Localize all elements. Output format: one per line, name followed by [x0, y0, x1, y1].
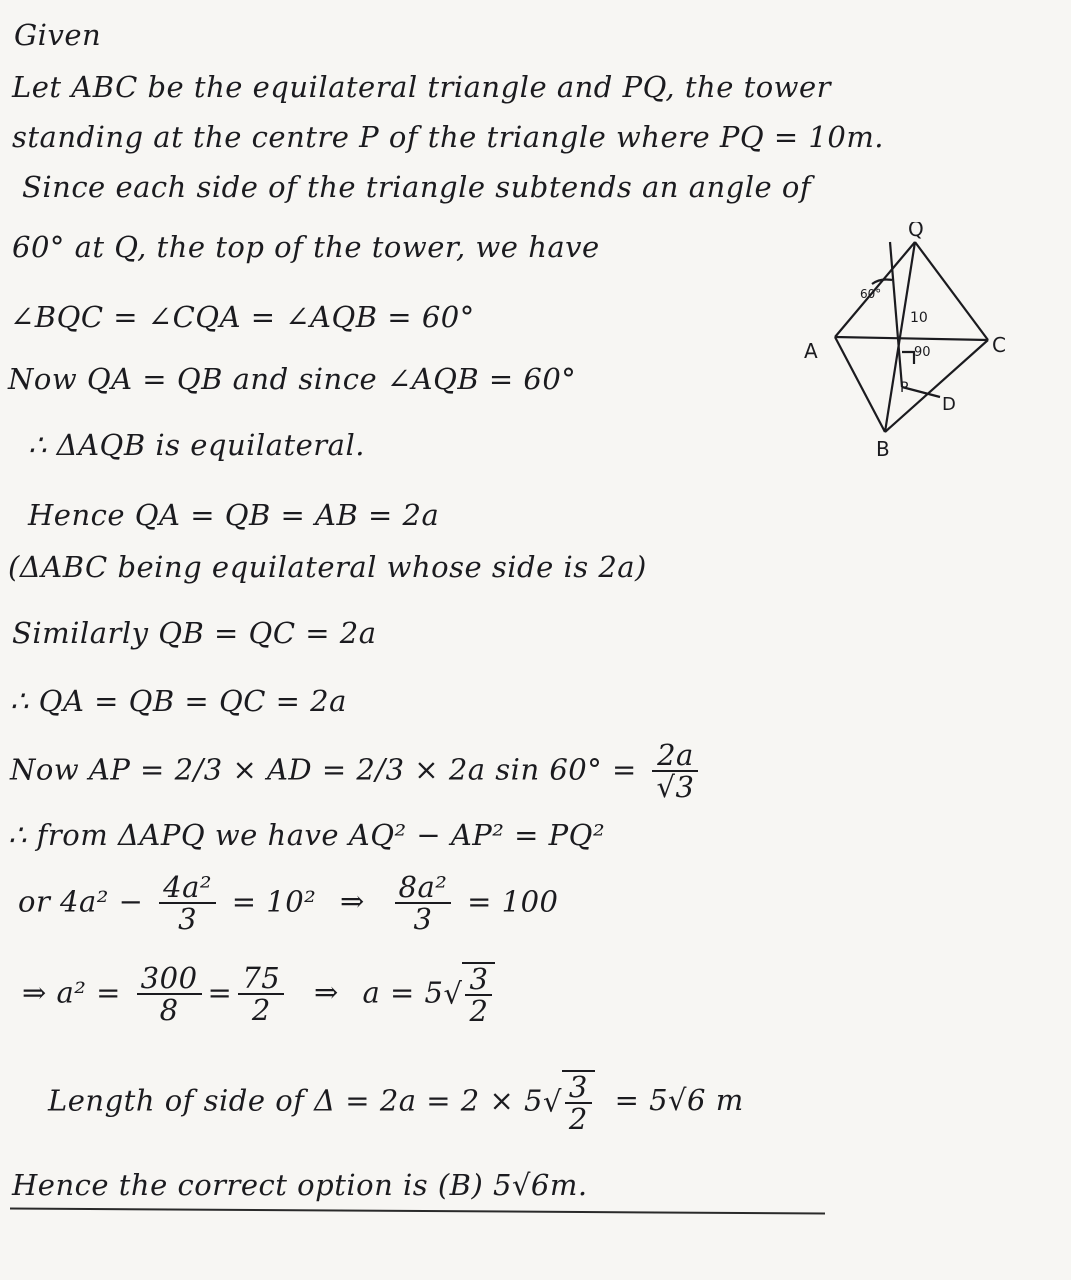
- label-d: D: [942, 394, 956, 415]
- solve1-text-a: or 4a² −: [18, 884, 154, 919]
- solve1-den2: 3: [413, 902, 433, 937]
- solve2-fraction-2: [238, 963, 284, 1026]
- label-c: C: [992, 333, 1006, 357]
- solve2-rnum: 3: [465, 964, 492, 996]
- text-line-11: ∴ QA = QB = QC = 2a: [10, 684, 347, 718]
- solve1-num1: 4a²: [159, 872, 216, 904]
- solve1-arrow: ⇒: [340, 884, 365, 919]
- ap-frac-1: 2/3: [174, 752, 223, 787]
- ap-text-c: × AD =: [222, 752, 357, 787]
- len-rden: 2: [568, 1102, 588, 1137]
- label-p: P: [900, 380, 909, 396]
- apq-equation: ∴ from ΔAPQ we have AQ² − AP² = PQ²: [8, 818, 606, 852]
- solve1-fraction-1: [159, 872, 216, 935]
- angle-60-label: 60°: [860, 287, 882, 301]
- len-radical-fraction: [565, 1072, 592, 1135]
- label-a: A: [804, 339, 818, 363]
- len-text-a: Length of side of Δ = 2a = 2 × 5: [48, 1083, 543, 1118]
- solve2-den2: 2: [251, 993, 271, 1028]
- edge-a-b: [835, 337, 885, 432]
- len-text-b: = 5√6 m: [614, 1083, 744, 1118]
- text-line-6: Now QA = QB and since ∠AQB = 60°: [8, 362, 577, 396]
- label-q: Q: [908, 222, 924, 241]
- ap-equation: [10, 740, 704, 803]
- ap-result-fraction: [652, 740, 698, 803]
- heading-given: Given: [14, 18, 102, 52]
- solve2-radical-fraction: [465, 964, 492, 1027]
- final-answer: Hence the correct option is (B) 5√6m.: [12, 1168, 588, 1202]
- solve2-num2: 75: [238, 963, 284, 995]
- side-length-equation: [48, 1070, 744, 1135]
- solve1-text-c: = 100: [467, 884, 559, 919]
- solve2-rden: 2: [469, 994, 489, 1029]
- solve1-fraction-2: [395, 872, 452, 935]
- text-line-4: 60° at Q, the top of the tower, we have: [12, 230, 600, 264]
- solve2-text-c: a = 5: [362, 975, 444, 1010]
- tower-triangle-figure: [790, 222, 1020, 462]
- solve-step-2: [22, 962, 495, 1027]
- right-angle-90-label: 90: [914, 345, 931, 360]
- solve2-arrow: ⇒: [313, 975, 339, 1010]
- ap-result-den: √3: [656, 770, 695, 805]
- text-line-3: Since each side of the triangle subtends an angle of: [22, 170, 812, 204]
- solve1-den1: 3: [178, 902, 198, 937]
- len-rnum: 3: [565, 1072, 592, 1104]
- text-line-2: standing at the centre P of the triangle where PQ = 10m.: [12, 120, 885, 154]
- solve1-num2: 8a²: [395, 872, 452, 904]
- len-radical: √ $\frac{3}{2}$: [543, 1070, 595, 1135]
- solve1-text-b: = 10²: [222, 884, 317, 919]
- edge-a-c: [835, 337, 988, 340]
- solve2-eq: =: [207, 975, 233, 1010]
- text-line-1: Let ABC be the equilateral triangle and PQ, the tower: [12, 70, 832, 104]
- solve2-den1: 8: [159, 993, 179, 1028]
- height-10-label: 10: [910, 310, 928, 326]
- ap-text-a: Now AP =: [10, 752, 175, 787]
- text-line-9: (ΔABC being equilateral whose side is 2a): [8, 550, 647, 584]
- solve2-num1: 300: [137, 963, 202, 995]
- ap-text-e: × 2a sin 60° =: [404, 752, 647, 787]
- text-line-8: Hence QA = QB = AB = 2a: [28, 498, 440, 532]
- right-angle-mark: [902, 352, 914, 364]
- ap-frac-2: 2/3: [356, 752, 405, 787]
- solve-step-1: [18, 872, 559, 935]
- angle-equation: ∠BQC = ∠CQA = ∠AQB = 60°: [10, 300, 475, 334]
- label-b: B: [876, 437, 890, 461]
- underline-divider: [10, 1208, 825, 1215]
- text-line-7: ∴ ΔAQB is equilateral.: [28, 428, 365, 462]
- solve2-text-a: ⇒ a² =: [22, 975, 131, 1010]
- text-line-10: Similarly QB = QC = 2a: [12, 616, 377, 650]
- solve2-radical: √ $\frac{3}{2}$: [443, 962, 495, 1027]
- ap-result-num: 2a: [652, 740, 698, 772]
- solve2-fraction-1: [137, 963, 202, 1026]
